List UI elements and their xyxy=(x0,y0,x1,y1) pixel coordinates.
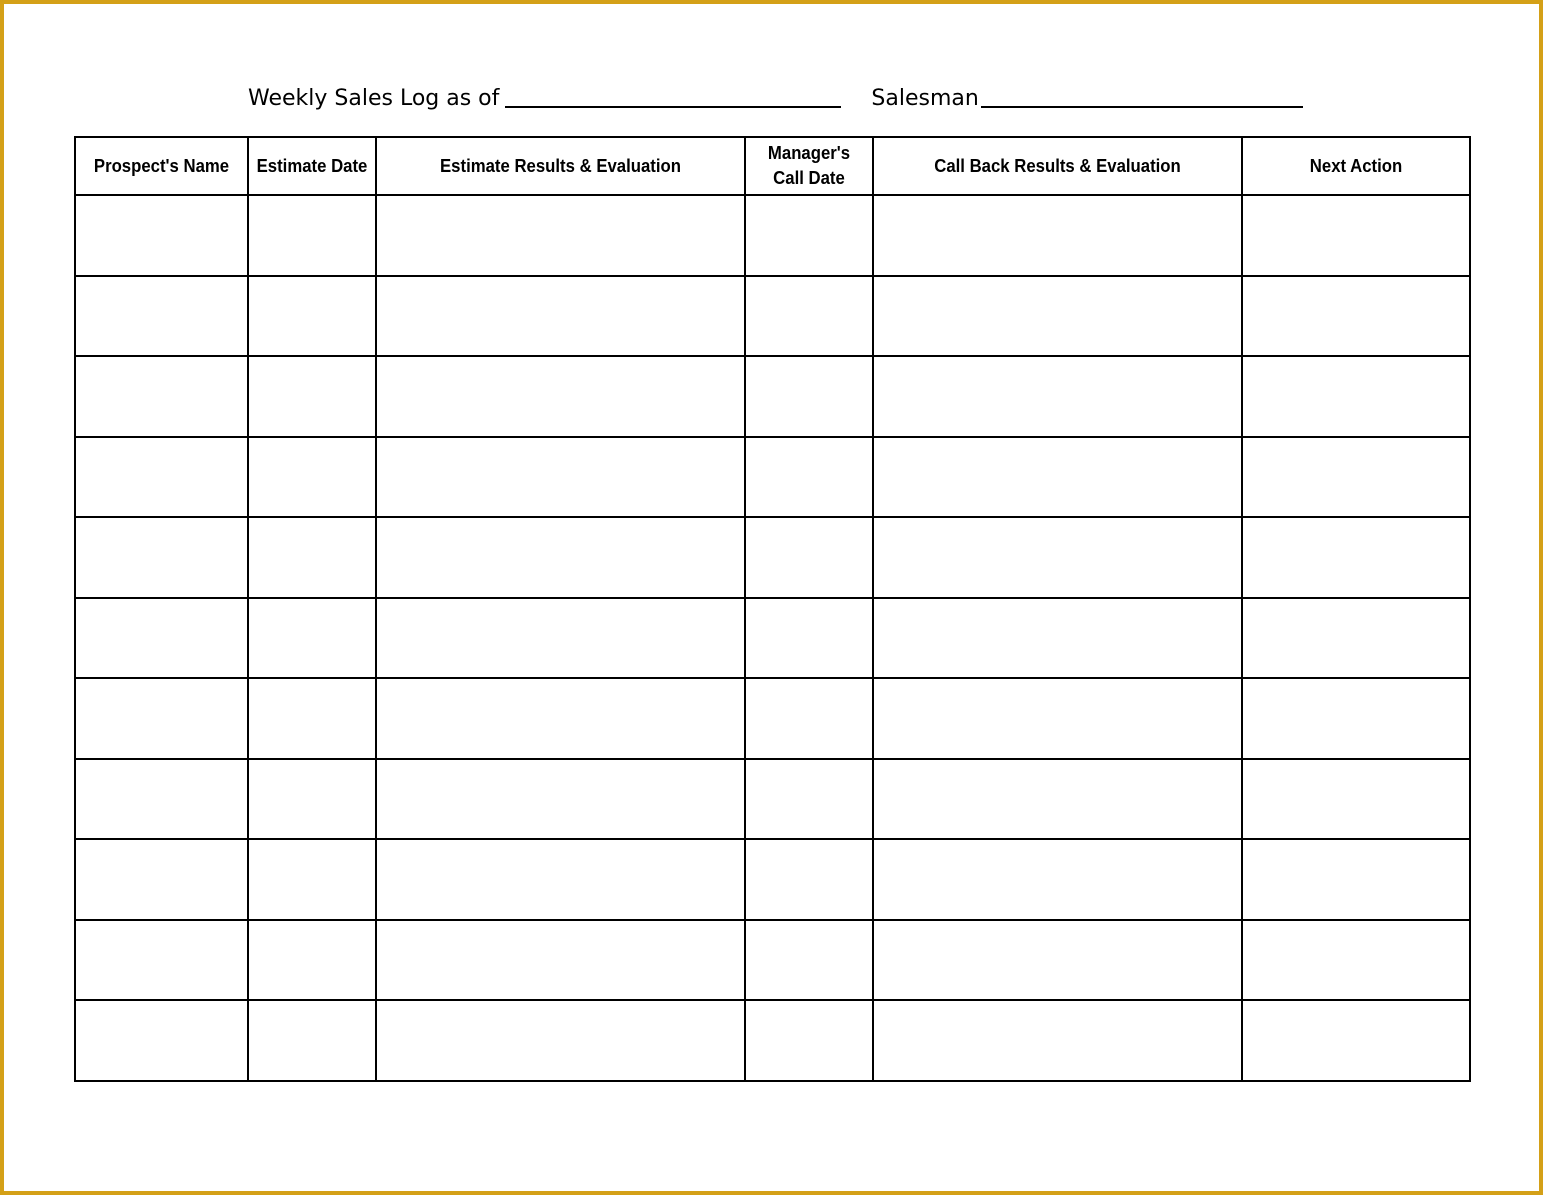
estimate-results-cell[interactable] xyxy=(376,759,745,840)
estimate-results-cell[interactable] xyxy=(376,678,745,759)
header-row xyxy=(75,137,1470,195)
sales-log-table xyxy=(74,136,1471,1082)
table-row xyxy=(75,598,1470,679)
prospect-name-cell[interactable] xyxy=(75,517,248,598)
next-action-cell[interactable] xyxy=(1242,356,1470,437)
estimate-date-cell[interactable] xyxy=(248,598,376,679)
manager-call-date-cell[interactable] xyxy=(745,678,873,759)
call-back-results-cell[interactable] xyxy=(873,195,1242,276)
manager-call-date-cell[interactable] xyxy=(745,356,873,437)
table-row xyxy=(75,920,1470,1001)
date-blank-line[interactable] xyxy=(505,80,841,108)
next-action-cell[interactable] xyxy=(1242,759,1470,840)
call-back-results-cell[interactable] xyxy=(873,678,1242,759)
next-action-cell[interactable] xyxy=(1242,276,1470,357)
estimate-date-cell[interactable] xyxy=(248,517,376,598)
call-back-results-cell[interactable] xyxy=(873,920,1242,1001)
estimate-date-cell[interactable] xyxy=(248,437,376,518)
estimate-date-cell[interactable] xyxy=(248,759,376,840)
estimate-results-cell[interactable] xyxy=(376,598,745,679)
estimate-date-cell[interactable] xyxy=(248,920,376,1001)
column-header-next-action: Next Action xyxy=(1250,137,1462,195)
estimate-date-cell[interactable] xyxy=(248,839,376,920)
manager-call-date-cell[interactable] xyxy=(745,1000,873,1081)
column-header-call-back-results: Call Back Results & Evaluation xyxy=(886,137,1229,195)
next-action-cell[interactable] xyxy=(1242,920,1470,1001)
prospect-name-cell[interactable] xyxy=(75,598,248,679)
manager-call-date-cell[interactable] xyxy=(745,517,873,598)
table-row xyxy=(75,356,1470,437)
estimate-results-cell[interactable] xyxy=(376,195,745,276)
call-back-results-cell[interactable] xyxy=(873,356,1242,437)
estimate-results-cell[interactable] xyxy=(376,276,745,357)
log-heading xyxy=(248,80,1303,116)
next-action-cell[interactable] xyxy=(1242,517,1470,598)
log-title: Weekly Sales Log as of xyxy=(248,86,500,111)
next-action-cell[interactable] xyxy=(1242,195,1470,276)
prospect-name-cell[interactable] xyxy=(75,759,248,840)
call-back-results-cell[interactable] xyxy=(873,276,1242,357)
call-back-results-cell[interactable] xyxy=(873,598,1242,679)
manager-call-date-cell[interactable] xyxy=(745,276,873,357)
next-action-cell[interactable] xyxy=(1242,1000,1470,1081)
prospect-name-cell[interactable] xyxy=(75,276,248,357)
estimate-results-cell[interactable] xyxy=(376,1000,745,1081)
table-row xyxy=(75,276,1470,357)
manager-call-date-cell[interactable] xyxy=(745,920,873,1001)
table-row xyxy=(75,759,1470,840)
table-row xyxy=(75,839,1470,920)
estimate-results-cell[interactable] xyxy=(376,517,745,598)
estimate-date-cell[interactable] xyxy=(248,678,376,759)
prospect-name-cell[interactable] xyxy=(75,678,248,759)
prospect-name-cell[interactable] xyxy=(75,1000,248,1081)
manager-call-date-cell[interactable] xyxy=(745,598,873,679)
table-row xyxy=(75,1000,1470,1081)
estimate-date-cell[interactable] xyxy=(248,276,376,357)
next-action-cell[interactable] xyxy=(1242,839,1470,920)
column-header-estimate-results: Estimate Results & Evaluation xyxy=(389,137,732,195)
manager-call-date-cell[interactable] xyxy=(745,195,873,276)
estimate-date-cell[interactable] xyxy=(248,195,376,276)
prospect-name-cell[interactable] xyxy=(75,195,248,276)
call-back-results-cell[interactable] xyxy=(873,1000,1242,1081)
column-header-prospect-name: Prospect's Name xyxy=(81,137,242,195)
salesman-blank-line[interactable] xyxy=(981,80,1303,108)
next-action-cell[interactable] xyxy=(1242,598,1470,679)
call-back-results-cell[interactable] xyxy=(873,517,1242,598)
table-row xyxy=(75,437,1470,518)
prospect-name-cell[interactable] xyxy=(75,356,248,437)
manager-call-date-cell[interactable] xyxy=(745,839,873,920)
salesman-label: Salesman xyxy=(871,86,979,111)
estimate-results-cell[interactable] xyxy=(376,356,745,437)
prospect-name-cell[interactable] xyxy=(75,839,248,920)
call-back-results-cell[interactable] xyxy=(873,839,1242,920)
estimate-date-cell[interactable] xyxy=(248,1000,376,1081)
table-row xyxy=(75,195,1470,276)
manager-call-date-cell[interactable] xyxy=(745,437,873,518)
call-back-results-cell[interactable] xyxy=(873,437,1242,518)
estimate-results-cell[interactable] xyxy=(376,437,745,518)
manager-call-date-cell[interactable] xyxy=(745,759,873,840)
table-row xyxy=(75,517,1470,598)
log-body xyxy=(75,195,1470,1081)
table-row xyxy=(75,678,1470,759)
estimate-results-cell[interactable] xyxy=(376,839,745,920)
column-header-estimate-date: Estimate Date xyxy=(252,137,371,195)
call-back-results-cell[interactable] xyxy=(873,759,1242,840)
prospect-name-cell[interactable] xyxy=(75,920,248,1001)
next-action-cell[interactable] xyxy=(1242,678,1470,759)
prospect-name-cell[interactable] xyxy=(75,437,248,518)
estimate-date-cell[interactable] xyxy=(248,356,376,437)
next-action-cell[interactable] xyxy=(1242,437,1470,518)
estimate-results-cell[interactable] xyxy=(376,920,745,1001)
column-header-manager-call-date: Manager's Call Date xyxy=(749,137,868,195)
